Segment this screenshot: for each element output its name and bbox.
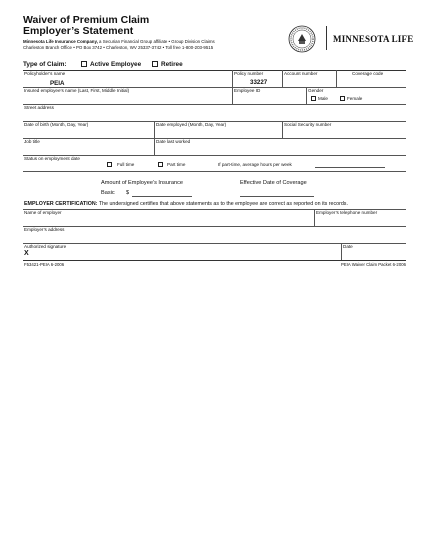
- basic-label: Basic: [101, 190, 115, 196]
- insurance-amount-label: Amount of Employee’s Insurance: [101, 180, 183, 186]
- form-number: F53421-PEIA 6-2006: [24, 262, 65, 267]
- dob-label: Date of birth (Month, Day, Year): [24, 122, 89, 127]
- coverage-code-label: Coverage code: [352, 71, 384, 76]
- divider: [282, 121, 283, 138]
- insured-name-label: Insured employee’s name (Last, First, Middle Initial): [24, 88, 130, 93]
- company-line: [23, 39, 215, 44]
- divider: [314, 209, 315, 226]
- policyholder-label: Policyholder’s name: [24, 71, 66, 76]
- full-time-checkbox[interactable]: [107, 162, 112, 167]
- part-time-checkbox[interactable]: [158, 162, 163, 167]
- policy-number-label: Policy number: [234, 71, 264, 76]
- office-line: Charleston Branch Office • PO Box 3742 • Charleston, WV 25337-3742 • Toll free 1-800-203-9515: [23, 45, 214, 50]
- active-employee-label: Active Employee: [90, 61, 142, 68]
- part-time-hours-line[interactable]: [315, 167, 385, 168]
- logo-divider: [326, 26, 327, 50]
- divider: [306, 87, 307, 104]
- certification-heading: EMPLOYER CERTIFICATION:: [24, 201, 98, 207]
- job-title-label: Job title: [24, 139, 40, 144]
- form-title-line2: Employer’s Statement: [23, 25, 134, 37]
- divider: [154, 121, 155, 138]
- account-number-label: Account number: [284, 71, 318, 76]
- rule: [23, 171, 406, 172]
- certification-statement: [24, 201, 348, 207]
- effective-date-label: Effective Date of Coverage: [240, 180, 307, 186]
- policyholder-value[interactable]: PEIA: [50, 80, 65, 87]
- rule: [23, 226, 406, 227]
- rule: [23, 155, 406, 156]
- gender-male-checkbox[interactable]: [311, 96, 316, 101]
- rule: [23, 138, 406, 139]
- employee-id-label: Employee ID: [234, 88, 261, 93]
- policy-number-value[interactable]: 33227: [250, 79, 268, 86]
- rule: [23, 260, 406, 261]
- divider: [336, 70, 337, 87]
- divider: [282, 70, 283, 87]
- retiree-checkbox[interactable]: [152, 61, 158, 67]
- full-time-label: Full time: [117, 162, 135, 167]
- form-top-rule: [23, 70, 406, 71]
- employer-phone-label: Employer’s telephone number: [316, 210, 378, 215]
- part-time-hours-label: If part-time, average hours per week: [218, 162, 292, 167]
- seal-icon: [287, 24, 317, 54]
- company-logo: MINNESOTA LIFE: [333, 34, 414, 44]
- company-affiliate: a Securian Financial Group affiliate • Group Division Claims: [97, 39, 215, 44]
- certification-text: The undersigned certifies that above statements as to the employee are correct as reported on its records.: [97, 201, 348, 207]
- company-name: Minnesota Life Insurance Company,: [23, 39, 98, 44]
- date-last-worked-label: Date last worked: [156, 139, 191, 144]
- employer-name-label: Name of employer: [24, 210, 62, 215]
- packet-label: PEIA Waiver Claim Packet 6-2006: [340, 262, 406, 267]
- form-title-line1: Waiver of Premium Claim: [23, 14, 150, 26]
- date-employed-label: Date employed (Month, Day, Year): [156, 122, 227, 127]
- signature-x-mark: X: [24, 250, 29, 257]
- claim-type-label: Type of Claim:: [23, 61, 67, 68]
- gender-female-label: Female: [347, 96, 363, 101]
- basic-dollar-sign: $: [126, 190, 130, 196]
- divider: [154, 138, 155, 155]
- divider: [341, 243, 342, 260]
- ssn-label: Social Security number: [284, 122, 332, 127]
- effective-date-line[interactable]: [240, 196, 314, 197]
- gender-female-checkbox[interactable]: [340, 96, 345, 101]
- authorized-signature-label: Authorized signature: [24, 244, 67, 249]
- employment-status-label: Status on employment date: [24, 156, 80, 161]
- rule: [23, 104, 406, 105]
- part-time-label: Part time: [167, 162, 186, 167]
- gender-male-label: Male: [318, 96, 328, 101]
- gender-label: Gender: [308, 88, 324, 93]
- divider: [232, 87, 233, 104]
- active-employee-checkbox[interactable]: [81, 61, 87, 67]
- street-address-label: Street address: [24, 105, 54, 110]
- employer-address-label: Employer’s address: [24, 227, 65, 232]
- basic-amount-line[interactable]: [132, 196, 192, 197]
- date-label: Date: [343, 244, 353, 249]
- divider: [232, 70, 233, 87]
- retiree-label: Retiree: [161, 61, 183, 68]
